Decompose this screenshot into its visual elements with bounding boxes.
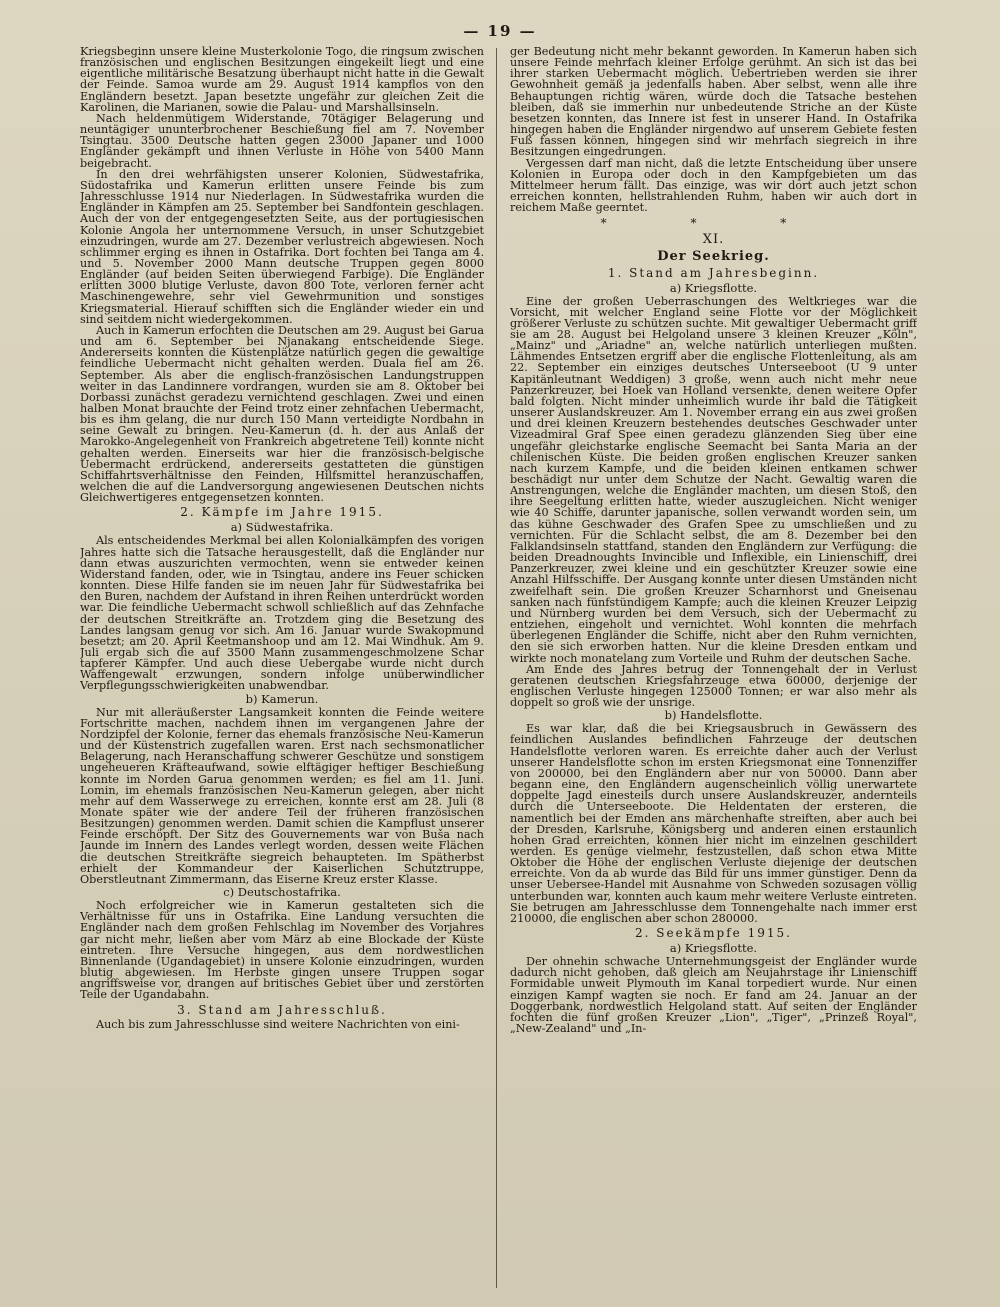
paragraph: Auch in Kamerun erfochten die Deutschen am 29. August bei Garua und am 6. September bei Njanakang entscheidende Siege. Andererseits konnten die Küstenplätze natürlich gegen die gewaltige feindliche Uebermacht nicht gehalten werden. Duala fiel am 26. September. Als aber die englisch-französischen Landungstruppen weiter in das Landinnere vordrangen, wurden sie am 8. Oktober bei Dorbassi zunächst geradezu vernichtend geschlagen. Zwei und einen halben Monat brauchte der Feind trotz einer zehnfachen Uebermacht, bis es ihm gelang, die nur durch 150 Mann verteidigte Nordbahn in seine Gewalt zu bringen. Neu-Kamerun (d. h. der aus Anlaß der Marokko-Angelegenheit von Frankreich abgetretene Teil) konnte nicht gehalten werden. Einerseits war hier die französisch-belgische Uebermacht erdrückend, andererseits gestatteten die günstigen Schiffahrtsverhältnisse den Feinden, Hilfsmittel heranzuschaffen, welchen die auf die Landversorgung angewiesenen Deutschen nichts Gleichwertigeres entgegensetzen konnten. <box>80 323 484 505</box>
page-number: — 19 — <box>463 22 537 40</box>
subsection-heading: b) Handelsflotte. <box>664 708 763 723</box>
paragraph: Nach heldenmütigem Widerstande, 70tägiger Belagerung und neuntägiger ununterbrochener Beschießung fiel am 7. November Tsingtau. 3500 Deutsche hatten gegen 23000 Japaner und 1000 Engländer gekämpft und ihnen Verluste in Höhe von 5400 Mann beigebracht. <box>80 111 484 170</box>
subsection-heading: a) Kriegsflotte. <box>669 941 758 956</box>
paragraph: Es war klar, daß die bei Kriegsausbruch in Gewässern des feindlichen Auslandes befindlichen Fahrzeuge der deutschen Handelsflotte verloren waren. Es erreichte daher auch der Verlust unserer Handelsflotte schon im ersten Kriegsmonat eine Tonnenziffer von 200000, bei den Engländern aber nur von 50000. Dann aber begann eine, den Engländern augenscheinlich völlig unerwartete doppelte Jagd einesteils durch unsere Auslandskreuzer, andernteils durch die Unterseeboote. Die Heldentaten der ersteren, die namentlich bei der Emden ans märchenhafte streiften, aber auch bei der Dresden, Karlsruhe, Königsberg und anderen einen erstaunlich hohen Grad erreichten, können hier nicht im einzelnen geschildert werden. Es genüge vielmehr, festzustellen, daß schon etwa Mitte Oktober die Höhe der englischen Verluste diejenige der deutschen erreichte. Von da ab wurde das Bild für uns immer günstiger. Denn da unser Uebersee-Handel mit Ausnahme von Schweden sozusagen völlig unterbunden war, konnten auch kaum mehr weitere Verluste eintreten. Sie betrugen am Jahresschlusse dem Tonnengehalte nach immer erst 210000, die englischen aber schon 280000. <box>510 722 917 925</box>
paragraph: ger Bedeutung nicht mehr bekannt geworden. In Kamerun haben sich unsere Feinde mehrfach kleiner Erfolge gerühmt. An sich ist das bei ihrer starken Uebermacht möglich. Uebertrieben werden sie ihrer Gewohnheit gemäß ja jedenfalls haben. Aber selbst, wenn alle ihre Behauptungen richtig wären, würde doch die Tatsache bestehen bleiben, daß sie immerhin nur unbedeutende Striche an der Küste besetzen konnten, das Innere ist fest in unserer Hand. In Ostafrika hingegen haben die Engländer nirgendwo auf unserem Gebiete festen Fuß fassen können, hingegen sind wir mehrfach siegreich in ihre Besitzungen eingedrungen. <box>510 46 917 159</box>
chapter-title: Der Seekrieg. <box>657 248 770 264</box>
section-heading: 3. Stand am Jahresschluß. <box>177 1002 387 1017</box>
section-separator: * * * <box>600 216 827 231</box>
paragraph: Auch bis zum Jahresschlusse sind weitere Nachrichten von eini- <box>96 1017 460 1031</box>
paragraph: Als entscheidendes Merkmal bei allen Kolonialkämpfen des vorigen Jahres hatte sich die Tatsache herausgestellt, daß die Engländer nur dann etwas auszurichten vermochten, wenn sie entweder keinen Widerstand fanden, oder, wie in Tsingtau, andere ins Feuer schicken konnten. Diese Hilfe fanden sie im neuen Jahr für Südwestafrika bei den Buren, nachdem der Aufstand in ihren Reihen unterdrückt worden war. Die feindliche Uebermacht schwoll schließlich auf das Zehnfache der deutschen Streitkräfte an. Trotzdem ging die Besetzung des Landes langsam genug vor sich. Am 16. Januar wurde Swakopmund besetzt; am 20. April Keetmanshoop und am 12. Mai Windhuk. Am 9. Juli ergab sich die auf 3500 Mann zusammengeschmolzene Schar tapferer Kämpfer. Und auch diese Uebergabe wurde nicht durch Waffengewalt erzwungen, sondern infolge unüberwindlicher Verpflegungsschwierigkeiten unabwendbar. <box>80 534 484 693</box>
subsection-heading: a) Kriegsflotte. <box>669 280 758 295</box>
subsection-heading: c) Deutschostafrika. <box>223 885 341 900</box>
subsection-heading: b) Kamerun. <box>245 691 319 706</box>
right-column <box>510 46 917 1290</box>
paragraph: Am Ende des Jahres betrug der Tonnengehalt der in Verlust geratenen deutschen Kriegsfahrzeuge etwa 60000, derjenige der englischen Verluste hingegen 125000 Tonnen; er war also mehr als doppelt so groß wie der unsrige. <box>510 662 917 710</box>
paragraph: Der ohnehin schwache Unternehmungsgeist der Engländer wurde dadurch nicht gehoben, daß gleich am Neujahrstage ihr Linienschiff Formidable unweit Plymouth im Kanal torpediert wurde. Nur einen einzigen Kampf wagten sie noch. Er fand am 24. Januar an der Doggerbank, nordwestlich Helgoland statt. Auf seiten der Engländer fochten die fünf großen Kreuzer „Lion", „Tiger", „Prinzeß Royal", „New-Zealand" und „In- <box>510 955 917 1036</box>
paragraph: Nur mit alleräußerster Langsamkeit konnten die Feinde weitere Fortschritte machen, nachdem ihnen im vergangenen Jahre der Nordzipfel der Kolonie, ferner das ehemals französische Neu-Kamerun und der Küstenstrich zugefallen waren. Erst nach sechsmonatlicher Belagerung, nach Heranschaffung schwerer Geschütze und sonstigem ungeheueren Kräfteaufwand, sowie elftägiger heftiger Beschießung konnte im Norden Garua genommen werden; es fiel am 11. Juni. Lomin, im ehemals französischen Neu-Kamerun gelegen, aber nicht mehr auf dem Wasserwege zu erreichen, konnte erst am 28. Juli (8 Monate später wie der andere Teil der früheren französischen Besitzungen) genommen werden. Damit schien die Kampflust unserer Feinde erschöpft. Der Sitz des Gouvernements war von Buša nach Jaunde im Innern des Landes verlegt worden, dessen weite Flächen die deutschen Streitkräfte siegreich behaupteten. Im Spätherbst erhielt der Kommandeur der Kaiserlichen Schutztruppe, Oberstleutnant Zimmermann, das Eiserne Kreuz erster Klasse. <box>80 705 484 886</box>
column-divider <box>496 48 497 1288</box>
paragraph: In den drei wehrfähigsten unserer Kolonien, Südwestafrika, Südostafrika und Kamerun erlitten unsere Feinde bis zum Jahresschlusse 1914 nur Niederlagen. In Südwestafrika wurden die Engländer in Kämpfen am 25. September bei Sandfontein geschlagen. Auch der von der entgegengesetzten Seite, aus der portugiesischen Kolonie Angola her unternommene Versuch, in unser Schutzgebiet einzudringen, wurde am 27. Dezember verlustreich abgewiesen. Noch schlimmer erging es ihnen in Ostafrika. Dort fochten bei Tanga am 4. und 5. November 2000 Mann deutsche Truppen gegen 8000 Engländer (auf beiden Seiten überwiegend Farbige). Die Engländer erlitten 3000 blutige Verluste, davon 800 Tote, verloren ferner acht Maschinengewehre, sehr viel Gewehrmunition und sonstiges Kriegsmaterial. Hierauf schifften sich die Engländer wieder ein und sind seitdem nicht wiedergekommen. <box>80 167 484 326</box>
paragraph: Noch erfolgreicher wie in Kamerun gestalteten sich die Verhältnisse für uns in Ostafrika. Eine Landung versuchten die Engländer nach dem großen Fehlschlag im November des Vorjahres gar nicht mehr, ließen aber vom März ab eine Blockade der Küste eintreten. Ihre Versuche hingegen, aus dem nordwestlichen Binnenlande (Ugandagebiet) in unsere Kolonie einzudringen, wurden blutig abgewiesen. Im Herbste gingen unsere Truppen sogar angriffsweise vor, drangen auf britisches Gebiet über und zerstörten Teile der Ugandabahn. <box>80 899 484 1002</box>
chapter-number: XI. <box>702 231 725 247</box>
paragraph: Eine der großen Ueberraschungen des Weltkrieges war die Vorsicht, mit welcher England seine Flotte vor der Möglichkeit größerer Verluste zu schützen suchte. Mit gewaltiger Uebermacht griff sie am 28. August bei Helgoland unsere 3 kleinen Kreuzer „Köln", „Mainz" und „Ariadne" an, welche natürlich unterliegen mußten. Lähmendes Entsetzen ergriff aber die englische Flottenleitung, als am 22. September ein einziges deutsches Unterseeboot (U 9 unter Kapitänleutnant Weddigen) 3 große, wenn auch nicht mehr neue Panzerkreuzer, bei Hoek van Holland versenkte, denen weitere Opfer bald folgten. Nicht minder unheimlich wurde ihr bald die Tätigkeit unserer Auslandskreuzer. Am 1. November errang ein aus zwei großen und drei kleinen Kreuzern bestehendes deutsches Geschwader unter Vizeadmiral Graf Spee einen geradezu glänzenden Sieg über eine ungefähr gleichstarke englische Seemacht bei Santa Maria an der chilenischen Küste. Die beiden großen englischen Kreuzer sanken nach kurzem Kampfe, und die beiden kleinen entkamen schwer beschädigt nur unter dem Schutze der Nacht. Gewaltig waren die Anstrengungen, welche die Engländer machten, um diesen Stoß, den ihre Seegeltung erlitten hatte, wieder auszugleichen. Nicht weniger wie 40 Schiffe, darunter japanische, sollen verwandt worden sein, um das kühne Geschwader des Grafen Spee zu umschließen und zu vernichten. Für die Schlacht selbst, die am 8. Dezember bei den Falklandsinseln stattfand, standen den Engländern zur Verfügung: die beiden Dreadnoughts Invincible und Inflexible, ein Linienschiff, drei Panzerkreuzer, zwei kleine und ein geschützter Kreuzer sowie eine Anzahl Hilfsschiffe. Der Ausgang konnte unter diesen Umständen nicht zweifelhaft sein. Die großen Kreuzer Scharnhorst und Gneisenau sanken nach fünfstündigem Kampfe; auch die kleinen Kreuzer Leipzig und Nürnberg wurden bei dem Versuch, sich der Uebermacht zu entziehen, eingeholt und vernichtet. Wohl konnten die mehrfach überlegenen Engländer die Schiffe, nicht aber den Ruhm vernichten, den sie sich erworben hatten. Nur die kleine Dresden entkam und wirkte noch monatelang zum Vorteile und Ruhm der deutschen Sache. <box>510 294 917 665</box>
section-heading: 2. Seekämpfe 1915. <box>635 926 792 941</box>
section-heading: 2. Kämpfe im Jahre 1915. <box>180 505 384 520</box>
subsection-heading: a) Südwestafrika. <box>230 520 334 535</box>
section-heading: 1. Stand am Jahresbeginn. <box>607 265 820 280</box>
paragraph: Vergessen darf man nicht, daß die letzte Entscheidung über unsere Kolonien in Europa oder doch in den Kampfgebieten um das Mittelmeer herum fällt. Das einzige, was wir dort auch jetzt schon erreichen konnten, hellstrahlenden Ruhm, haben wir auch dort in reichem Maße geerntet. <box>510 156 917 215</box>
left-column <box>80 46 484 1290</box>
paragraph: Kriegsbeginn unsere kleine Musterkolonie Togo, die ringsum zwischen französischen und englischen Besitzungen eingekeilt liegt und eine eigentliche militärische Besatzung überhaupt nicht hatte in die Gewalt der Feinde. Samoa wurde am 29. August 1914 kampflos von den Engländern besetzt. Japan besetzte ungefähr zur gleichen Zeit die Karolinen, die Marianen, sowie die Palau- und Marshallsinseln. <box>80 46 484 114</box>
